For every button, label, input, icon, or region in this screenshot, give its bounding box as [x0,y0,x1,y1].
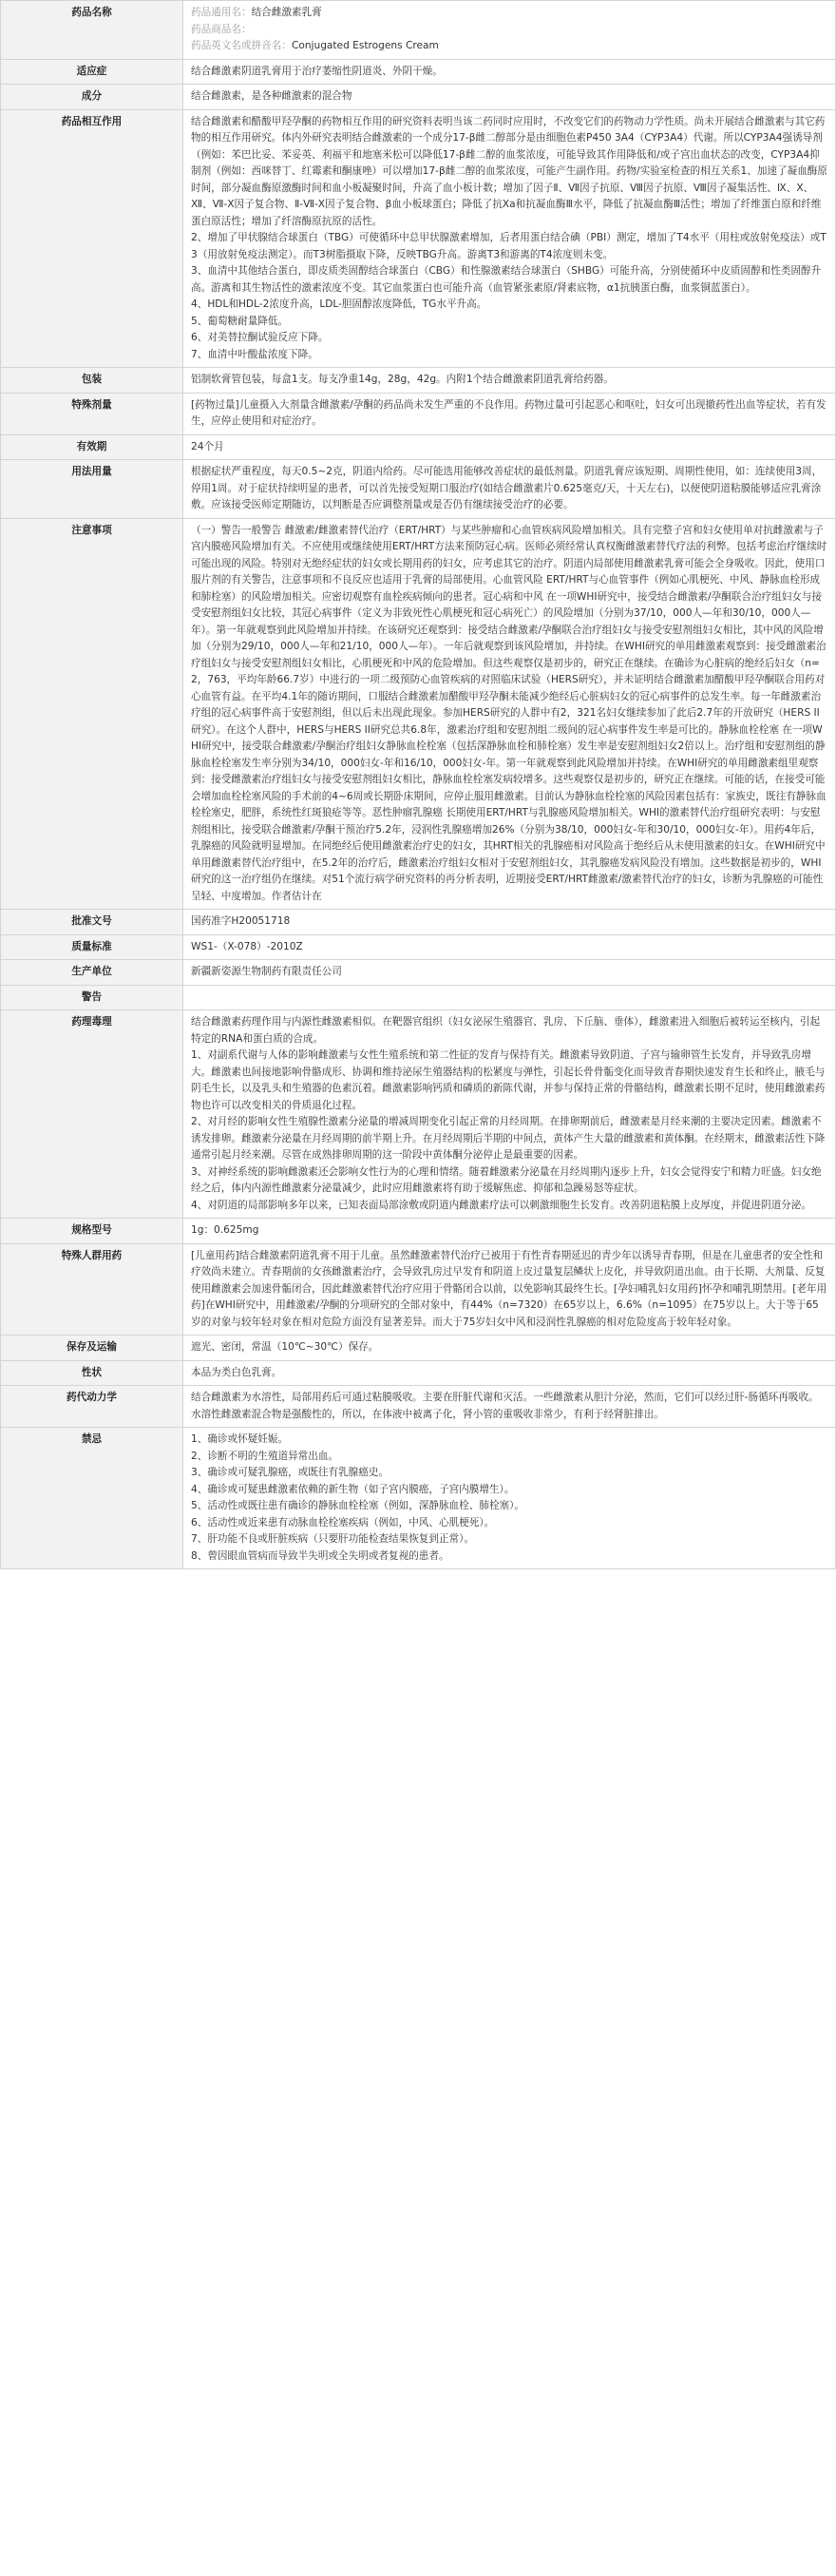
interactions-para-1: 结合雌激素和醋酸甲羟孕酮的药物相互作用的研究资料表明当该二药同时应用时，不改变它们的药物动力学性质。尚未开展结合雌激素与其它药物的相互作用研究。体内外研究表明结合雌激素的一个成分17-β雌二醇部分是由细胞色素P450 3A4（CYP3A4）代谢。所以CYP3A4强诱导剂（例如：苯巴比妥、苯妥英、利福平和地塞米松可以降低17-β雌二醇的血浆浓度，可能导致其作用降低和/或子宫出血状态的改变，CYP3A4抑制剂（例如：西咪替丁、红霉素和酮康唑）可以增加17-β雌二醇的血浆浓度，可能产生副作用。药物/实验室检查的相互关系1、加速了凝血酶原时间，部分凝血酶原激酶时间和血小板凝聚时间，升高了血小板计数；增加了因子Ⅱ、Ⅶ因子抗原、Ⅷ因子抗原、Ⅷ因子凝集活性、Ⅸ、Ⅹ、Ⅻ、Ⅶ-Ⅹ因子复合物、Ⅱ-Ⅶ-Ⅹ因子复合物、β血小板球蛋白；降低了抗Xa和抗凝血酶Ⅲ水平，降低了抗凝血酶Ⅲ活性；增加了纤维蛋白原和纤维蛋白原活性；增加了纤溶酶原抗原的活性。 [191,115,827,227]
label-pharmacokinetics: 药代动力学 [1,1386,183,1428]
row-pharmacology [1,1010,836,1219]
value-character: 本品为类白色乳膏。 [183,1360,836,1386]
pharmacology-para-4: 3、对神经系统的影响雌激素还会影响女性行为的心理和情绪。随着雌激素分泌量在月经周期内逐步上升，妇女会觉得安宁和精力旺盛。妇女绝经之后，体内内源性雌激素分泌量减少，此时应用雌激素将有助于缓解焦虑、抑郁和急躁易怒等症状。 [191,1165,822,1194]
value-package: 铝制软膏管包装，每盒1支。每支净重14g，28g，42g。内附1个结合雌激素阴道乳膏给药器。 [183,368,836,394]
row-approval [1,910,836,935]
pharmacology-para-1: 结合雌激素药理作用与内源性雌激素相似。在靶器官组织（妇女泌尿生殖器官、乳房、下丘脑、垂体），雌激素进入细胞后被转运至核内，引起特定的RNA和蛋白质的合成。 [191,1016,821,1045]
english-name-value: Conjugated Estrogens Cream [291,40,439,51]
label-special-dose: 特殊剂量 [1,393,183,434]
value-pharmacology [183,1010,836,1219]
label-pharmacology: 药理毒理 [1,1010,183,1219]
row-package [1,368,836,394]
value-approval: 国药准字H20051718 [183,910,836,935]
value-warning [183,985,836,1010]
label-approval: 批准文号 [1,910,183,935]
interactions-para-2: 2、增加了甲状腺结合球蛋白（TBG）可使循环中总甲状腺激素增加，后者用蛋白结合碘（PBI）测定，增加了T4水平（用柱或放射免疫法）或T3（用放射免疫法测定）。而T3树脂摄取下降，反映TBG升高。游离T3和游离的T4浓度则未变。 [191,232,826,260]
row-special-dose [1,393,836,434]
row-precautions [1,518,836,910]
row-pharmacokinetics [1,1386,836,1428]
label-quality: 质量标准 [1,934,183,960]
contraindication-item: 2、诊断不明的生殖道异常出血。 [191,1450,339,1462]
row-validity [1,434,836,460]
value-precautions: （一）警告一般警告 雌激素/雌激素替代治疗（ERT/HRT）与某些肿瘤和心血管疾病风险增加相关。具有完整子宫和妇女使用单对抗雌激素与子宫内膜癌风险增加有关。不应使用或继续使用ERT/HRT方法来预防冠心病。医师必须经常认真权衡雌激素替代疗法的利弊。包括考虑治疗继续时可能出现的风险。特别对无绝经症状的妇女或长期用药的妇女，应考虑其它的治疗。阴道内局部使用雌激素乳膏可能会全身吸收。因此，使用口服片剂的有关警告，注意事项和不良反应也适用于乳膏的局部使用。心血管风险 ERT/HRT与心血管事件（例如心肌梗死、中风、静脉血栓形成和肺栓塞）的风险增加相关。应密切观察有血栓疾病倾向的患者。冠心病和中风 在一项WHI研究中，接受结合雌激素/孕酮联合治疗组妇女与接受安慰剂组妇女比较，其冠心病事件（定义为非致死性心肌梗死和冠心病死亡）的风险增加（分别为37/10，000人—年和30/10，000人—年）。第一年就观察到此风险增加并持续。在该研究还观察到：接受结合雌激素/孕酮联合治疗组妇女与接受安慰剂组妇女相比，其中风的风险增加（分别为29/10，000人—年和21/10，000人—年）。一年后就观察到该风险增加，并持续。在WHI研究的单用雌激素观察到：接受雌激素治疗组妇女与接受安慰剂组妇女相比，心肌梗死和中风的危险增加。但这些观察仅是初步的，研究正在继续。在确诊为心脏病的绝经后妇女（n=2，763，平均年龄66.7岁）中进行的一项二级预防心血管疾病的对照临床试验（HERS研究），并未证明结合雌激素加醋酸甲羟孕酮联合用药对心血管有益。在平均4.1年的随访期间，口服结合雌激素加醋酸甲羟孕酮未能减少绝经后心脏病妇女的冠心病事件的总发生率。每一年雌激素治疗组的冠心病事件高于安慰剂组，但以后未出现此现象。参加HERS研究的人群中有2，321名妇女继续参加了此后2.7年的开放研究（HERS II研究）。在这个人群中，HERS与HERS II研究总共6.8年，激素治疗组和安慰剂组二级间的冠心病事件发生率是可比的。静脉血栓栓塞 在一项WHI研究中，接受联合雌激素/孕酮治疗组妇女静脉血栓栓塞（包括深静脉血栓和肺栓塞）发生率是安慰剂组妇女2倍以上。治疗组和安慰剂组的静脉血栓栓塞发生率分别为34/10，000妇女-年和16/10，000妇女-年。第一年就观察到此风险增加并持续。在WHI研究的单用雌激素组里观察到：接受雌激素治疗组妇女与接受安慰剂组妇女相比，静脉血栓栓塞发病较增多。这些观察仅是初步的，研究正在继续。可能的话，在接受可能会增加血栓栓塞风险的手术前的4~6周或长期卧床期间，应停止服用雌激素。目前认为静脉血栓栓塞的风险因素包括有：家族史，既往有静脉血栓栓塞史，肥胖，系统性红斑狼疮等等。恶性肿瘤乳腺癌 长期使用ERT/HRT与乳腺癌风险增加相关。WHI的激素替代治疗组研究表明：与安慰剂组相比，接受联合雌激素/孕酮干预治疗5.2年，浸润性乳腺癌增加26%（分别为38/10，000妇女-年和30/10，000妇女-年）。用药4年后，乳腺癌的风险就明显增加。在同绝经后使用雌激素治疗史的妇女，其HRT相关的乳腺癌相对风险高于绝经后从未使用激素的妇女。在WHI研究中单用雌激素替代治疗组中，在5.2年的治疗后，雌激素治疗组妇女相对于安慰剂组妇女，其乳腺癌发病风险没有增加。这些数据是初步的，WHI研究的这一治疗组仍在继续。对51个流行病学研究资料的再分析表明，近期接受ERT/HRT雌激素/激素替代治疗的妇女，诊断为乳腺癌的可能性呈轻、中度增加。作者估计在 [183,518,836,910]
interactions-para-7: 7、血清中叶酸盐浓度下降。 [191,348,318,360]
value-interactions [183,109,836,368]
row-warning [1,985,836,1010]
label-warning: 警告 [1,985,183,1010]
label-storage: 保存及运输 [1,1336,183,1361]
value-drug-name [183,1,836,60]
pharmacology-para-5: 4、对阴道的局部影响多年以来，已知表面局部涂敷或阴道内雌激素疗法可以刺激细胞生长发育。改善阴道粘膜上皮厚度，并促进阴道分泌。 [191,1199,811,1211]
contraindication-item: 4、确诊或可疑患雌激素依赖的新生物（如子宫内膜癌，子宫内膜增生）。 [191,1483,515,1495]
value-contraindications [183,1428,836,1569]
row-storage [1,1336,836,1361]
label-package: 包装 [1,368,183,394]
value-quality: WS1-（X-078）-2010Z [183,934,836,960]
label-indication: 适应症 [1,59,183,85]
row-manufacturer [1,960,836,986]
row-drug-name [1,1,836,60]
interactions-para-4: 4、HDL和HDL-2浓度升高，LDL-胆固醇浓度降低，TG水平升高。 [191,298,487,310]
contraindication-item: 8、曾因眼血管病而导致半失明或全失明或者复视的患者。 [191,1549,449,1562]
row-special-population [1,1243,836,1336]
value-pharmacokinetics: 结合雌激素为水溶性，局部用药后可通过粘膜吸收。主要在肝脏代谢和灭活。一些雌激素从胆汁分泌，然而，它们可以经过肝-肠循环再吸收。水溶性雌激素混合物是强酸性的，所以，在体液中被离子化，肾小管的重吸收非常少，有利于经肾脏排出。 [183,1386,836,1428]
label-spec: 规格型号 [1,1219,183,1244]
row-dosage [1,460,836,519]
value-special-population: [儿童用药]结合雌激素阴道乳膏不用于儿童。虽然雌激素替代治疗已被用于有性青春期延迟的青少年以诱导青春期，但是在儿童患者的安全性和疗效尚未建立。青春期前的女孩雌激素治疗，会导致乳房过早发育和阴道上皮过量复层鳞状上皮化，并导致阴道出血。由于长期、大剂量、反复使用雌激素会加速骨骺闭合，因此雌激素替代治疗应用于骨骼闭合以前，以免影响其最终生长。[孕妇哺乳妇女用药]怀孕和哺乳期禁用。[老年用药]在WHI研究中，用雌激素/孕酮的分项研究的全部对象中，有44%（n=7320）在65岁以上，6.6%（n=1095）在75岁以上。大于等于65岁的对象与较年轻对象在相对危险方面没有显著差异。而大于75岁妇女中风和浸润性乳腺癌的相对危险度高于较年轻对象。 [183,1243,836,1336]
trade-name-line [191,22,827,39]
value-manufacturer: 新疆新姿源生物制药有限责任公司 [183,960,836,986]
row-character [1,1360,836,1386]
english-name-line [191,38,827,55]
contraindication-item: 1、确诊或怀疑妊娠。 [191,1433,289,1445]
pharmacology-para-3: 2、对月经的影响女性生殖腺性激素分泌量的增减周期变化引起正常的月经周期。在排卵期前后，雌激素是月经来潮的主要决定因素。雌激素不诱发排卵。雌激素分泌量在月经周期的前半期上升。在月经周期后半期的中间点，黄体产生大量的雌激素和黄体酮。在经期末，雌激素活性下降通常引起月经来潮。尽管在成熟排卵周期的这一阶段中黄体酮分泌停止是最重要的因素。 [191,1116,826,1161]
english-name-key: 药品英文名或拼音名： [191,40,292,51]
generic-name-key: 药品通用名： [191,7,252,18]
row-spec [1,1219,836,1244]
row-contraindications [1,1428,836,1569]
row-indication [1,59,836,85]
label-manufacturer: 生产单位 [1,960,183,986]
label-composition: 成分 [1,85,183,110]
contraindication-item: 7、肝功能不良或肝脏疾病（只要肝功能检查结果恢复到正常）。 [191,1533,475,1545]
contraindication-item: 3、确诊或可疑乳腺癌，或既往有乳腺癌史。 [191,1467,390,1478]
label-contraindications: 禁忌 [1,1428,183,1569]
label-precautions: 注意事项 [1,518,183,910]
label-drug-name: 药品名称 [1,1,183,60]
label-dosage: 用法用量 [1,460,183,519]
value-validity: 24个月 [183,434,836,460]
label-interactions: 药品相互作用 [1,109,183,368]
value-storage: 遮光、密闭，常温（10℃~30℃）保存。 [183,1336,836,1361]
interactions-para-5: 5、葡萄糖耐量降低。 [191,315,289,327]
generic-name-value: 结合雌激素乳膏 [251,7,322,18]
interactions-para-6: 6、对美替拉酮试验反应下降。 [191,332,329,343]
interactions-para-3: 3、血清中其他结合蛋白，即皮质类固醇结合球蛋白（CBG）和性腺激素结合球蛋白（SHBG）可能升高，分别使循环中皮质固醇和性类固醇升高。游离和其生物活性的激素浓度不变。其它血浆蛋白也可能升高（血管紧张素原/肾素底物，α1抗胰蛋白酶，血浆铜蓝蛋白）。 [191,265,822,294]
row-interactions [1,109,836,368]
value-spec: 1g：0.625mg [183,1219,836,1244]
contraindication-item: 6、活动性或近来患有动脉血栓栓塞疾病（例如，中风、心肌梗死）。 [191,1516,495,1528]
value-dosage: 根据症状严重程度，每天0.5~2克，阴道内给药。尽可能选用能够改善症状的最低剂量。阴道乳膏应该短期、周期性使用，如：连续使用3周，停用1周。对于症状持续明显的患者，可以首先接受短期口服治疗(如结合雌激素片0.625毫克/天，十天左右)，以便使阴道粘膜能够适应乳膏涂敷。应该接受医师定期随访，以判断是否应调整剂量或是否仍有继续接受治疗的必要。 [183,460,836,519]
row-composition [1,85,836,110]
generic-name-line [191,5,827,22]
contraindication-item: 5、活动性或既往患有确诊的静脉血栓栓塞（例如，深静脉血栓、肺栓塞）。 [191,1500,525,1511]
pharmacology-para-2: 1、对副系代谢与人体的影响雌激素与女性生殖系统和第二性征的发育与保持有关。雌激素导致阴道、子宫与输卵管生长发育，并导致乳房增大。雌激素也间接地影响骨骼成形、协调和维持泌尿生殖器结构的松紧度与弹性，引起长骨骨骺变化而导致青春期快速发育生长和终止，腋毛与阴毛生长，以及乳头和生殖器的色素沉着。雌激素影响钙质和磷质的新陈代谢，并参与保持正常的骨骼结构，雌激素长期不足时，使用雌激素药物也许可以改变相关的骨质退化过程。 [191,1049,826,1111]
value-indication: 结合雌激素阴道乳膏用于治疗萎缩性阴道炎、外阴干燥。 [183,59,836,85]
value-composition: 结合雌激素，是各种雌激素的混合物 [183,85,836,110]
row-quality [1,934,836,960]
label-character: 性状 [1,1360,183,1386]
trade-name-key: 药品商品名： [191,23,252,35]
label-validity: 有效期 [1,434,183,460]
label-special-population: 特殊人群用药 [1,1243,183,1336]
value-special-dose: [药物过量]儿童摄入大剂量含雌激素/孕酮的药品尚未发生严重的不良作用。药物过量可引起恶心和呕吐，妇女可出现撤药性出血等症状，若有发生，应停止使用和对症治疗。 [183,393,836,434]
